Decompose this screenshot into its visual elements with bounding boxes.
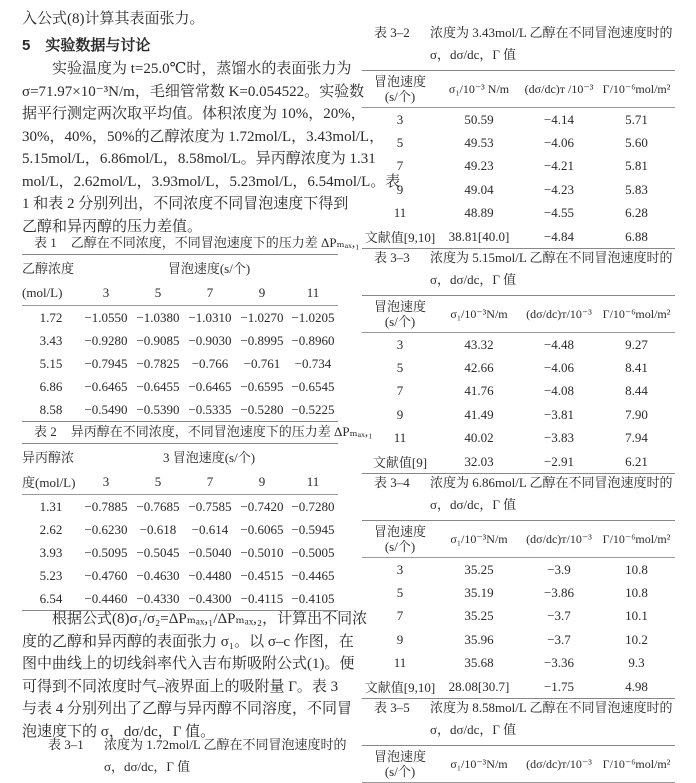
caption-text: σ，dσ/dc，Γ 值: [430, 722, 517, 737]
table-cell: 6.21: [625, 453, 648, 469]
table-caption: [362, 247, 675, 291]
table-caption-text: 乙醇在不同浓度，不同冒泡速度下的压力差 ΔPₘₐₓ,₁: [70, 235, 360, 250]
table-cell: −4.14: [543, 111, 575, 127]
table-number: 表 3–2: [374, 25, 410, 40]
paragraph-line: 实验温度为 t=25.0℃时，蒸馏水的表面张力为: [52, 61, 352, 77]
table-row: [362, 605, 675, 628]
table-row: [362, 628, 675, 651]
table-cell: −3.86: [543, 585, 575, 601]
table-row: [22, 587, 338, 611]
table-cell: −4.23: [543, 181, 575, 197]
table-cell: −0.4300: [188, 590, 232, 606]
table-cell: −4.48: [543, 336, 575, 352]
table-caption: [362, 22, 675, 66]
table-row: [22, 306, 338, 330]
table-cell: −1.0380: [136, 309, 180, 325]
table-cell: −1.0270: [240, 309, 284, 325]
table-3-4: [362, 472, 675, 699]
column-header: Γ/10⁻⁶mol/m²: [598, 521, 675, 558]
paragraph-line: 乙醇和异丙醇的压力差值。: [22, 218, 203, 235]
table-cell: −0.7825: [136, 355, 180, 371]
paragraph-line: 泡速度下的 σ，dσ/dc，Γ 值。: [22, 723, 216, 740]
table-cell: −0.6230: [84, 521, 128, 537]
table-cell: −0.7585: [188, 498, 232, 514]
table-row: [362, 225, 675, 249]
table-cell: −0.8995: [240, 332, 284, 348]
table-cell: 11: [393, 655, 407, 671]
table-cell: −0.4460: [84, 590, 128, 606]
table-cell: −0.618: [139, 521, 177, 537]
column-header: σ₁/10⁻³N/m: [438, 521, 520, 558]
table-cell: −0.6465: [84, 378, 128, 394]
table-cell: −0.5045: [136, 544, 180, 560]
table-cell: 10.2: [625, 631, 648, 647]
column-header: 11: [288, 469, 338, 495]
column-header: 3: [80, 469, 132, 495]
table-cell: 5.83: [625, 181, 648, 197]
column-header: 5: [132, 280, 184, 306]
table-row: [362, 380, 675, 403]
column-header: 冒泡速度 (s/个): [362, 521, 438, 558]
table-row: [362, 427, 675, 450]
table-cell: −0.6545: [291, 378, 335, 394]
table-cell: 3: [396, 561, 404, 577]
table-cell: −0.7945: [84, 355, 128, 371]
paragraph-line: 1 和表 2 分别列出，不同浓度不同冒泡速度下得到: [22, 196, 349, 212]
table-cell: 7.90: [625, 406, 648, 422]
table-cell: 9: [396, 631, 404, 647]
group-header: 冒泡速度(s/个): [167, 261, 251, 276]
caption-line: [374, 472, 675, 494]
caption-line: [374, 247, 675, 269]
column-header: 冒泡速度 (s/个): [362, 746, 438, 783]
table-cell: 41.76: [464, 383, 494, 399]
caption-text: σ，dσ/dc，Γ 值: [430, 272, 517, 287]
table-cell: 50.59: [464, 111, 494, 127]
section-heading: 5 实验数据与讨论: [22, 37, 151, 54]
table-3-1-caption: [36, 734, 346, 778]
table-cell: −0.5095: [84, 544, 128, 560]
paragraph-line: 5.15mol/L，6.86mol/L，8.58mol/L。异丙醇浓度为 1.31: [22, 151, 376, 167]
table-row: [362, 202, 675, 225]
column-header: (dσ/dc)ᴛ/10⁻³: [520, 296, 598, 333]
table-3-2: [362, 22, 675, 249]
table-cell: −3.83: [543, 430, 575, 446]
table-caption: [22, 232, 360, 254]
caption-text: σ，dσ/dc，Γ 值: [430, 47, 517, 62]
table-row: [362, 652, 675, 675]
paragraph-line: mol/L，2.62mol/L，3.93mol/L，5.23mol/L，6.54mol/L。表: [22, 173, 401, 190]
table-row: [362, 450, 675, 474]
table-cell: −0.4465: [291, 567, 335, 583]
table-row: [362, 333, 675, 357]
table-cell: −0.7685: [136, 498, 180, 514]
row-header-label: 乙醇浓度: [22, 261, 75, 276]
paragraph-line: 可得到不同浓度时气–液界面上的吸附量 Γ。表 3: [22, 678, 339, 695]
table-cell: 5.71: [625, 111, 648, 127]
table-cell: 48.89: [464, 205, 494, 221]
table-cell: −3.36: [543, 655, 575, 671]
table-row: [22, 398, 338, 422]
table-cell: 5: [396, 585, 404, 601]
table-cell: −1.0310: [188, 309, 232, 325]
table-cell: 1.72: [39, 309, 63, 325]
table-cell: −0.4480: [188, 567, 232, 583]
column-header: Γ/10⁻⁶mol/m²: [598, 746, 675, 783]
table-cell: 35.25: [464, 561, 494, 577]
column-header: 11: [288, 280, 338, 306]
table-2-isopropanol-pressure: [22, 421, 373, 611]
table-cell: 35.96: [464, 631, 494, 647]
table-row: [22, 518, 338, 541]
table-cell: 5.23: [39, 567, 63, 583]
group-header: 3 冒泡速度(s/个): [162, 450, 256, 465]
table-cell: 10.8: [625, 585, 648, 601]
caption-line: [48, 734, 346, 756]
table-cell: 32.03: [464, 453, 494, 469]
column-header: 7: [184, 280, 236, 306]
paragraph-line: 度的乙醇和异丙醇的表面张力 σ₁。以 σ–c 作图，在: [22, 633, 354, 650]
table-cell: −0.5945: [291, 521, 335, 537]
table-cell: 49.04: [464, 181, 494, 197]
paragraph-line: σ=71.97×10⁻³N/m，毛细管常数 K=0.054522。实验数: [22, 83, 365, 100]
table-row: [362, 108, 675, 132]
caption-line: [374, 22, 675, 44]
table-cell: −2.91: [543, 453, 575, 469]
table-cell: 5.81: [625, 158, 648, 174]
table-cell: 6.88: [625, 228, 648, 244]
table-cell: 6.86: [39, 378, 63, 394]
table-row: [362, 131, 675, 154]
table-cell: −3.7: [547, 631, 571, 647]
table-3-5: [362, 697, 675, 783]
table-cell: −0.5010: [240, 544, 284, 560]
table-cell: 35.68: [464, 655, 494, 671]
table-row: [22, 329, 338, 352]
table-row: [362, 155, 675, 178]
caption-text: σ，dσ/dc，Γ 值: [104, 759, 191, 774]
column-header: σ₁/10⁻³N/m: [438, 296, 520, 333]
table-cell: 49.23: [464, 158, 494, 174]
table-1-ethanol-pressure: [22, 232, 360, 422]
table-cell: −1.75: [543, 678, 575, 694]
pressure-table: [22, 254, 338, 422]
table-cell: 5: [396, 135, 404, 151]
column-header: Γ/10⁻⁶mol/m²: [598, 296, 675, 333]
tension-table: [362, 520, 675, 699]
column-header: Γ/10⁻⁶mol/m²: [598, 71, 675, 108]
tension-table: [362, 295, 675, 474]
table-cell: 11: [393, 430, 407, 446]
caption-text: 浓度为 5.15mol/L 乙醇在不同冒泡速度时的: [430, 250, 673, 265]
table-cell: 2.62: [39, 521, 63, 537]
table-caption: [362, 472, 675, 516]
table-cell: 9: [396, 181, 404, 197]
table-cell: −0.9280: [84, 332, 128, 348]
table-cell: 8.58: [39, 401, 63, 417]
table-cell: −0.6455: [136, 378, 180, 394]
table-cell: 3: [396, 111, 404, 127]
table-cell: −0.5390: [136, 401, 180, 417]
table-cell: −0.5225: [291, 401, 335, 417]
table-cell: 5: [396, 360, 404, 376]
table-cell: 42.66: [464, 360, 494, 376]
column-header: 9: [236, 469, 288, 495]
table-cell: −0.9030: [188, 332, 232, 348]
table-cell: −0.6065: [240, 521, 284, 537]
table-cell: 文献值[9,10]: [364, 680, 436, 696]
table-row: [362, 356, 675, 379]
paragraph-line: 与表 4 分别列出了乙醇与异丙醇不同溶度，不同冒: [22, 701, 353, 717]
table-cell: 8.41: [625, 360, 648, 376]
table-cell: −0.7280: [291, 498, 335, 514]
table-row: [362, 558, 675, 582]
column-header: (dσ/dc)ᴛ/10⁻³: [520, 746, 598, 783]
paragraph-line: 30%，40%，50%的乙醇浓度为 1.72mol/L，3.43mol/L，: [22, 128, 385, 145]
row-header-unit: (mol/L): [22, 280, 80, 306]
table-cell: 3: [396, 336, 404, 352]
table-row: [22, 495, 338, 519]
caption-text: 浓度为 1.72mol/L 乙醇在不同冒泡速度时的: [104, 737, 347, 752]
table-cell: −4.55: [543, 205, 575, 221]
paragraph-analysis: [22, 608, 368, 743]
table-cell: 1.31: [39, 498, 63, 514]
table-cell: 6.28: [625, 205, 648, 221]
paragraph-line: 图中曲线上的切线斜率代入吉布斯吸附公式(1)。便: [22, 656, 355, 672]
table-number: 表 1: [34, 235, 57, 250]
pressure-table: [22, 443, 338, 611]
table-caption-text: 异丙醇在不同浓度，不同冒泡速度下的压力差 ΔPₘₐₓ,₁: [70, 424, 373, 439]
column-header: 7: [184, 469, 236, 495]
table-cell: −0.5040: [188, 544, 232, 560]
paragraph-line: 据平行测定两次取平均值。体积浓度为 10%，20%，: [22, 106, 366, 122]
table-cell: −0.6595: [240, 378, 284, 394]
table-cell: 4.98: [625, 678, 648, 694]
table-cell: 文献值[9]: [372, 455, 428, 471]
table-cell: −0.734: [294, 355, 332, 371]
table-cell: −1.0550: [84, 309, 128, 325]
table-cell: 11: [393, 205, 407, 221]
table-cell: −0.766: [191, 355, 229, 371]
table-cell: 7: [396, 608, 404, 624]
table-cell: 35.25: [464, 608, 494, 624]
table-caption: [22, 421, 373, 443]
table-cell: 7: [396, 383, 404, 399]
column-header: 5: [132, 469, 184, 495]
table-cell: −0.7420: [240, 498, 284, 514]
table-cell: 10.8: [625, 561, 648, 577]
table-number: 表 3–3: [374, 250, 410, 265]
table-row: [362, 178, 675, 201]
table-cell: −0.4630: [136, 567, 180, 583]
table-cell: 10.1: [625, 608, 648, 624]
column-header: 冒泡速度 (s/个): [362, 71, 438, 108]
table-row: [362, 403, 675, 426]
column-header: 冒泡速度 (s/个): [362, 296, 438, 333]
table-number: 表 3–1: [48, 737, 84, 752]
table-caption: [36, 734, 346, 778]
table-cell: 9: [396, 406, 404, 422]
table-cell: −0.4105: [291, 590, 335, 606]
table-cell: −4.06: [543, 360, 575, 376]
table-row: [362, 675, 675, 699]
row-header-label: 异丙醇浓: [22, 450, 75, 465]
column-header: 9: [236, 280, 288, 306]
caption-text: σ，dσ/dc，Γ 值: [430, 497, 517, 512]
table-cell: −4.06: [543, 135, 575, 151]
caption-text: 浓度为 3.43mol/L 乙醇在不同冒泡速度时的: [430, 25, 673, 40]
column-header: σ₁/10⁻³ N/m: [438, 71, 520, 108]
table-cell: 3.93: [39, 544, 63, 560]
table-cell: −0.4330: [136, 590, 180, 606]
table-cell: 43.32: [464, 336, 494, 352]
table-cell: −0.5490: [84, 401, 128, 417]
caption-text: 浓度为 6.86mol/L 乙醇在不同冒泡速度时的: [430, 475, 673, 490]
table-cell: 3.43: [39, 332, 63, 348]
table-cell: −3.9: [547, 561, 571, 577]
table-cell: 9.27: [625, 336, 648, 352]
table-cell: 38.81[40.0]: [448, 228, 510, 244]
table-row: [22, 352, 338, 375]
tension-table: [362, 745, 675, 783]
caption-line: [374, 697, 675, 719]
table-cell: −3.7: [547, 608, 571, 624]
table-cell: −0.5335: [188, 401, 232, 417]
table-cell: −1.0205: [291, 309, 335, 325]
table-cell: −0.6465: [188, 378, 232, 394]
table-cell: 文献值[9,10]: [364, 230, 436, 246]
table-cell: −3.81: [543, 406, 575, 422]
table-row: [362, 581, 675, 604]
table-row: [22, 375, 338, 398]
table-cell: −0.761: [243, 355, 281, 371]
table-cell: −0.4515: [240, 567, 284, 583]
table-cell: 6.54: [39, 590, 63, 606]
table-cell: 28.08[30.7]: [448, 678, 510, 694]
table-cell: −0.614: [191, 521, 229, 537]
table-cell: −0.4115: [240, 590, 284, 606]
column-header: (dσ/dc)ᴛ/10⁻³: [520, 521, 598, 558]
table-cell: 8.44: [625, 383, 648, 399]
table-cell: 7: [396, 158, 404, 174]
table-row: [22, 564, 338, 587]
table-cell: 49.53: [464, 135, 494, 151]
table-cell: 7.94: [625, 430, 648, 446]
table-cell: −4.84: [543, 228, 575, 244]
table-number: 表 3–5: [374, 700, 410, 715]
table-number: 表 2: [34, 424, 57, 439]
table-cell: −0.9085: [136, 332, 180, 348]
caption-text: 浓度为 8.58mol/L 乙醇在不同冒泡速度时的: [430, 700, 673, 715]
table-row: [22, 541, 338, 564]
table-cell: 35.19: [464, 585, 494, 601]
row-header-unit: 度(mol/L): [22, 469, 80, 495]
table-cell: 5.60: [625, 135, 648, 151]
table-cell: −0.5280: [240, 401, 284, 417]
table-cell: −4.21: [543, 158, 575, 174]
table-caption: [362, 697, 675, 741]
table-cell: 40.02: [464, 430, 494, 446]
table-cell: −4.08: [543, 383, 575, 399]
intro-line: 入公式(8)计算其表面张力。: [22, 11, 205, 27]
paragraph-line: 根据公式(8)σ₁/σ₂=ΔPₘₐₓ,₁/ΔPₘₐₓ,₂，计算出不同浓: [52, 611, 368, 627]
table-cell: 41.49: [464, 406, 494, 422]
column-header: (dσ/dc)ᴛ /10⁻³: [520, 71, 598, 108]
table-number: 表 3–4: [374, 475, 410, 490]
tension-table: [362, 70, 675, 249]
table-cell: −0.7885: [84, 498, 128, 514]
table-3-3: [362, 247, 675, 474]
table-cell: 9.3: [628, 655, 645, 671]
column-header: 3: [80, 280, 132, 306]
table-cell: −0.5005: [291, 544, 335, 560]
table-cell: −0.8960: [291, 332, 335, 348]
table-cell: 5.15: [39, 355, 63, 371]
column-header: σ₁/10⁻³N/m: [438, 746, 520, 783]
table-cell: −0.4760: [84, 567, 128, 583]
